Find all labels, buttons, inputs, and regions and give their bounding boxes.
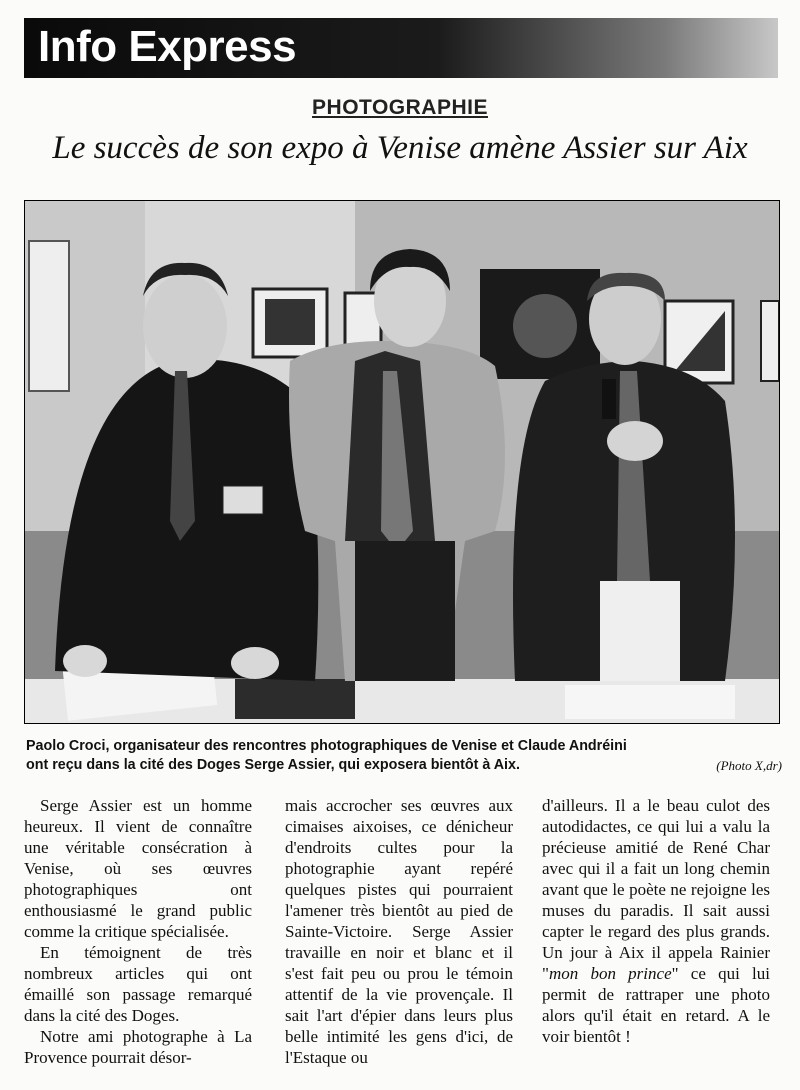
section-title: Info Express bbox=[38, 22, 297, 71]
photo-illustration bbox=[25, 201, 779, 723]
text-run: d'ailleurs. Il a le beau culot des autodidactes, ce qui lui a valu la précieuse amitié de René Char avec qui il a fait un long chemin avant que le poète ne rejoigne les muses du paradis. Il sait aussi capter le regard des plus grands. Un jour à Aix il appela Rainier " bbox=[542, 796, 770, 983]
paragraph: Notre ami photographe à La Provence pourrait désor- bbox=[24, 1027, 252, 1067]
text-run: " ce qui lui permit de rattraper une photo alors qu'il était en retard. A le voir bientôt ! bbox=[542, 964, 770, 1046]
section-banner bbox=[24, 18, 778, 78]
article-column-2 bbox=[285, 795, 513, 1068]
article-column-3 bbox=[542, 795, 770, 1047]
quote-emphasis: mon bon prince bbox=[548, 964, 672, 983]
photo-credit: (Photo X,dr) bbox=[716, 758, 782, 773]
paragraph bbox=[542, 795, 770, 1047]
rubric bbox=[0, 96, 800, 120]
photo-caption bbox=[26, 737, 782, 775]
caption-line-1: Paolo Croci, organisateur des rencontres photographiques de Venise et Claude Andréini bbox=[26, 738, 627, 754]
rubric-label: PHOTOGRAPHIE bbox=[312, 96, 488, 119]
caption-line-2: ont reçu dans la cité des Doges Serge Assier, qui exposera bientôt à Aix. bbox=[26, 757, 520, 773]
paragraph: En témoignent de très nombreux articles qui ont émaillé son passage remarqué dans la cité des Doges. bbox=[24, 943, 252, 1025]
headline: Le succès de son expo à Venise amène Assier sur Aix bbox=[52, 130, 748, 166]
paragraph: mais accrocher ses œuvres aux cimaises aixoises, ce dénicheur d'endroits cultes pour la photographie ayant repéré quelques pistes qui pourraient l'amener très bientôt au pied de Sainte-Victoire. Serge Assier travaille en noir et blanc et il s'est fait peu ou prou le témoin attentif de la vie provençale. Il sait l'art d'épier dans leurs plus belle intimité les gens d'ici, de l'Estaque ou bbox=[285, 796, 513, 1067]
paragraph: Serge Assier est un homme heureux. Il vient de connaître une véritable consécration à Venise, où ses œuvres photographiques ont enthousiasmé le grand public comme la critique spécialisée. bbox=[24, 796, 252, 941]
article-photo bbox=[24, 200, 780, 724]
article-column-1 bbox=[24, 795, 252, 1068]
